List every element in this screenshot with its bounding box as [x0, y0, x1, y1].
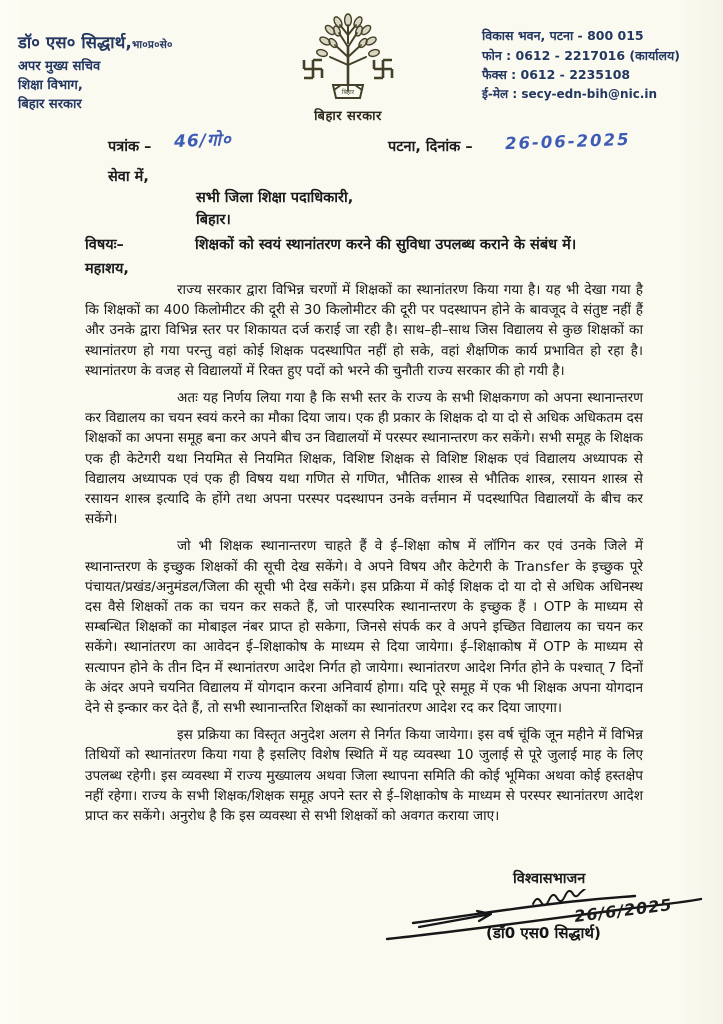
office-phone: फोन : 0612 - 2217016 (कार्यालय)	[482, 47, 680, 63]
office-email: ई-मेल : secy-edn-bih@nic.in	[482, 86, 658, 101]
subject-text: शिक्षकों को स्वयं स्थानांतरण करने की सुविधा उपलब्ध कराने के संबंध में।	[195, 237, 577, 253]
officer-name: डॉ० एस० सिद्धार्थ,भा०प्र०से०	[18, 33, 173, 52]
office-address: विकास भवन, पटना - 800 015	[482, 28, 644, 43]
officer-government: बिहार सरकार	[18, 97, 82, 112]
officer-service-suffix: भा०प्र०से०	[131, 39, 173, 51]
subject-label: विषयः–	[85, 237, 124, 253]
officer-department: शिक्षा विभाग,	[18, 78, 83, 93]
body-paragraph-2: अतः यह निर्णय लिया गया है कि सभी स्तर के राज्य के सभी शिक्षकगण को अपना स्थानान्तरण कर विद्यालय का चयन स्वयं करने का मौका दिया जाय। एक ही प्रकार के शिक्षक दो या दो से अधिक अधिकतम दस शिक्षकों का अपना समूह बना कर अपने बीच उन विद्यालयों में परस्पर स्थानान्तरण कर सकेंगे। सभी समूह के शिक्षक एक ही केटेगरी यथा नियमित से नियमित शिक्षक, विशिष्ट शिक्षक से विशिष्ट शिक्षक एवं विद्यालय अध्यापक से विद्यालय अध्यापक एवं एक ही विषय यथा गणित से गणित, भौतिक शास्त्र से भौतिक शास्त्र, रसायन शास्त्र से रसायन शास्त्र इत्यादि के होंगे तथा अपना परस्पर पदस्थापन उनके वर्त्तमान में पदस्थापित विद्यालयों के बीच कर सकेंगे।	[85, 390, 643, 528]
emblem-caption: बिहार सरकार	[314, 109, 382, 124]
recipient-line-2: बिहार।	[196, 211, 231, 228]
office-fax: फैक्स : 0612 - 2235108	[482, 67, 631, 82]
bodhi-tree-emblem-icon	[300, 13, 396, 101]
officer-title: अपर मुख्य सचिव	[18, 59, 101, 74]
memo-number-label: पत्रांक –	[108, 139, 152, 155]
bihar-government-emblem	[299, 13, 397, 124]
swastika-right-icon	[374, 60, 392, 78]
recipient-block	[196, 188, 353, 231]
signatory-name: (डॉ0 एस0 सिद्धार्थ)	[486, 924, 601, 942]
signature-date-handwritten: 26/6/2025	[573, 895, 674, 926]
memo-number-handwritten: 46/गो०	[173, 129, 233, 152]
body-paragraph-1: राज्य सरकार द्वारा विभिन्न चरणों में शिक्षकों का स्थानांतरण किया गया है। यह भी देखा गया है कि शिक्षकों का 400 किलोमीटर की दूरी से 30 किलोमीटर की दूरी पर पदस्थापन होने के बावजूद वे संतुष्ट नहीं हैं और उनके द्वारा विभिन्न स्तर पर शिकायत दर्ज कराई जा रही है। साथ–ही–साथ जिस विद्यालय से कुछ शिक्षकों का स्थानांतरण हो गया परन्तु वहां कोई शिक्षक पदस्थापित नहीं हो सके, वहां शैक्षणिक कार्य प्रभावित हो रहा है। स्थानांतरण के वजह से विद्यालयों में रिक्त हुए पदों को भरने की चुनौती राज्य सरकार की हो गयी है।	[85, 282, 643, 379]
contact-block	[482, 26, 722, 104]
place-date-label: पटना, दिनांक –	[388, 139, 473, 155]
recipient-line-1: सभी जिला शिक्षा पदाधिकारी,	[196, 190, 354, 206]
swastika-left-icon	[304, 60, 322, 78]
valediction: विश्वासभाजन	[513, 871, 586, 887]
officer-block	[18, 31, 288, 114]
salutation: महाशय,	[85, 261, 129, 277]
letter-body	[85, 280, 643, 833]
to-line: सेवा में,	[108, 169, 149, 185]
body-paragraph-4: इस प्रक्रिया का विस्तृत अनुदेश अलग से निर्गत किया जायेगा। इस वर्ष चूंकि जून महीने में विभिन्न तिथियों को स्थानांतरण किया गया है इसलिए विशेष स्थिति में यह व्यवस्था 10 जुलाई से पूरे जुलाई माह के लिए उपलब्ध रहेगी। इस व्यवस्था में राज्य मुख्यालय अथवा जिला स्थापना समिति की कोई भूमिका अथवा कोई हस्तक्षेप नहीं रहेगा। राज्य के सभी शिक्षक/शिक्षक समूह अपने स्तर से ई–शिक्षाकोष के माध्यम से परस्पर स्थानांतरण आदेश प्राप्त कर सकेंगे। अनुरोध है कि इस व्यवस्था से सभी शिक्षकों को अवगत कराया जाए।	[85, 727, 643, 825]
body-paragraph-3: जो भी शिक्षक स्थानान्तरण चाहते हैं वे ई–शिक्षा कोष में लॉगिन कर एवं उनके जिले में स्थानान्तरण के इच्छुक शिक्षकों की सूची देख सकेंगे। वे अपने विषय और केटेगरी के Transfer के इच्छुक पूरे पंचायत/प्रखंड/अनुमंडल/जिला की सूची भी देख सकेंगे। इस प्रक्रिया में कोई शिक्षक दो या दो से अधिक अधिनस्थ दस वैसे शिक्षकों तक का चयन कर सकते हैं, जो पारस्परिक स्थानान्तरण के इच्छुक हैं । OTP के माध्यम से सम्बन्धित शिक्षकों का मोबाइल नंबर प्राप्त हो सकेगा, जिनसे संपर्क कर वे अपने इच्छित विद्यालय का चयन कर सकेंगे। स्थानांतरण का आवेदन ई–शिक्षाकोष के माध्यम से दिया जायेगा। ई–शिक्षाकोष में OTP के माध्यम से सत्यापन होने के तीन दिन में स्थानांतरण आदेश निर्गत हो जायेगा। स्थानांतरण आदेश निर्गत होने के पश्चात् 7 दिनों के अंदर अपने चयनित विद्यालय में योगदान करना अनिवार्य होगा। यदि पूरे समूह में एक भी शिक्षक अपना योगदान देने से इन्कार कर देते हैं, तो सभी स्थानान्तरित शिक्षकों का स्थानांतरण आदेश रद कर दिया जाएगा।	[85, 538, 643, 717]
emblem-pot-label: बिहार	[341, 89, 355, 96]
date-handwritten: 26-06-2025	[504, 129, 631, 154]
